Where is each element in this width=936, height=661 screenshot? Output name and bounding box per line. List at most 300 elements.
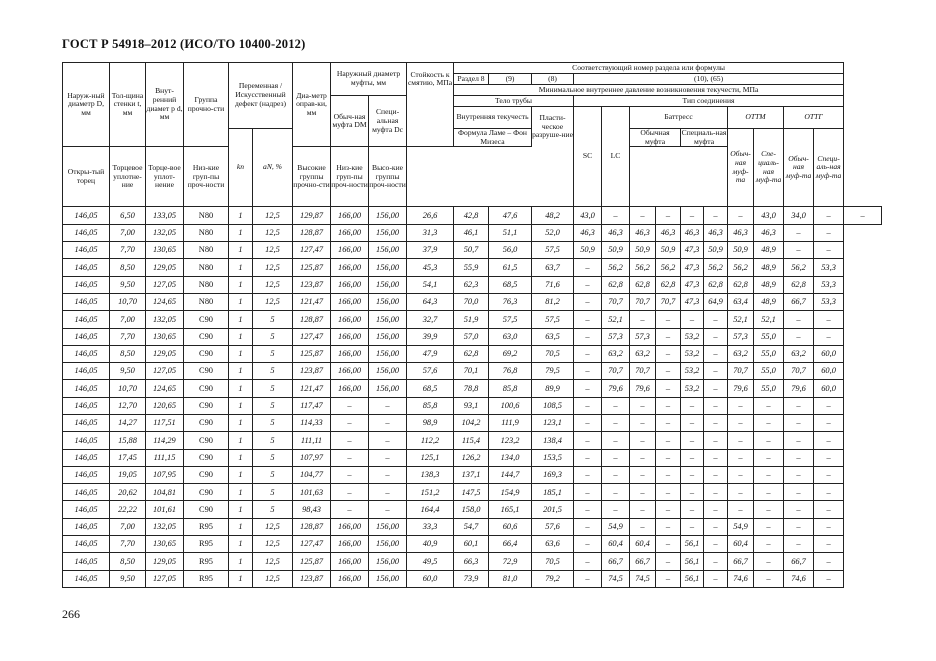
table-cell: 79,6 — [728, 380, 754, 397]
table-cell: 63,0 — [489, 328, 532, 345]
table-cell: – — [574, 397, 602, 414]
table-cell: – — [656, 466, 681, 483]
table-cell: 60,0 — [814, 363, 844, 380]
table-cell: 146,05 — [63, 276, 110, 293]
table-cell: – — [784, 536, 814, 553]
table-cell: 166,00 — [331, 259, 369, 276]
table-cell: 127,05 — [146, 363, 184, 380]
table-cell: 46,3 — [681, 224, 704, 241]
table-cell: 156,00 — [369, 224, 407, 241]
table-cell: – — [681, 501, 704, 518]
table-cell: 146,05 — [63, 449, 110, 466]
table-cell: – — [656, 432, 681, 449]
table-cell: 5 — [253, 311, 293, 328]
col-high-group2: Высо-кие группы проч-ности — [369, 147, 407, 207]
table-cell: 9,50 — [110, 363, 146, 380]
table-row — [63, 449, 882, 466]
table-cell: 1 — [229, 242, 253, 259]
table-cell: 74,5 — [602, 570, 630, 587]
table-cell: – — [574, 415, 602, 432]
table-cell: – — [630, 432, 656, 449]
table-cell: 5 — [253, 449, 293, 466]
col-lc: LC — [602, 107, 630, 207]
table-cell: 156,00 — [369, 345, 407, 362]
table-cell: 62,8 — [784, 276, 814, 293]
table-cell: 124,65 — [146, 293, 184, 310]
table-cell: 146,05 — [63, 432, 110, 449]
table-cell: 69,2 — [489, 345, 532, 362]
table-cell: – — [814, 224, 844, 241]
table-cell: 56,2 — [630, 259, 656, 276]
col-wall: Тол-щина стенки t, мм — [110, 63, 146, 147]
table-cell: 79,6 — [784, 380, 814, 397]
table-cell: – — [814, 432, 844, 449]
table-cell: 43,0 — [574, 207, 602, 224]
table-cell: 46,3 — [630, 224, 656, 241]
table-cell: 56,2 — [704, 259, 728, 276]
table-body — [63, 207, 882, 588]
table-cell: 166,00 — [331, 536, 369, 553]
table-cell: – — [369, 501, 407, 518]
table-cell: 98,43 — [293, 501, 331, 518]
table-cell: – — [754, 466, 784, 483]
table-cell: 134,0 — [489, 449, 532, 466]
table-cell: – — [704, 449, 728, 466]
table-cell: – — [630, 466, 656, 483]
table-cell: – — [754, 415, 784, 432]
table-cell: – — [574, 380, 602, 397]
table-cell: 64,3 — [407, 293, 454, 310]
table-cell: – — [704, 466, 728, 483]
table-cell: – — [814, 536, 844, 553]
table-cell: 56,2 — [784, 259, 814, 276]
table-cell: – — [754, 501, 784, 518]
table-cell: 1 — [229, 276, 253, 293]
table-cell: – — [681, 484, 704, 501]
table-cell: 1 — [229, 345, 253, 362]
table-cell: – — [754, 432, 784, 449]
table-cell: – — [574, 553, 602, 570]
table-cell: – — [754, 518, 784, 535]
table-cell: 74,6 — [728, 570, 754, 587]
table-row — [63, 501, 882, 518]
col-f8: (8) — [532, 74, 574, 85]
table-cell: 57,5 — [532, 311, 574, 328]
table-cell: R95 — [184, 553, 229, 570]
col-ottg-normal: Обыч-ная муф-та — [784, 129, 814, 207]
table-cell: 146,05 — [63, 484, 110, 501]
table-cell: 1 — [229, 397, 253, 414]
table-cell: 47,3 — [681, 276, 704, 293]
col-low-group: Низ-кие груп-пы проч-ности — [184, 147, 229, 207]
table-cell: 7,00 — [110, 224, 146, 241]
table-cell: 165,1 — [489, 501, 532, 518]
table-cell: – — [656, 518, 681, 535]
table-cell: 33,3 — [407, 518, 454, 535]
table-cell: 104,2 — [454, 415, 489, 432]
table-cell: 156,00 — [369, 293, 407, 310]
table-cell: – — [602, 415, 630, 432]
table-cell: 43,0 — [754, 207, 784, 224]
table-cell: C90 — [184, 345, 229, 362]
table-cell: 8,50 — [110, 259, 146, 276]
table-cell: – — [814, 518, 844, 535]
table-cell: – — [369, 449, 407, 466]
table-cell: 70,7 — [630, 293, 656, 310]
table-row — [63, 224, 882, 241]
table-cell: 62,8 — [454, 345, 489, 362]
table-cell: 54,9 — [728, 518, 754, 535]
table-cell: 166,00 — [331, 311, 369, 328]
table-cell: C90 — [184, 484, 229, 501]
table-cell: 48,9 — [754, 259, 784, 276]
table-cell: 156,00 — [369, 518, 407, 535]
col-buttress: Баттресс — [630, 107, 728, 129]
col-strength-group: Группа прочно-сти — [184, 63, 229, 147]
table-cell: – — [784, 518, 814, 535]
table-cell: 53,2 — [681, 345, 704, 362]
col-f10-65: (10), (65) — [574, 74, 844, 85]
col-collapse-cont — [407, 96, 454, 147]
table-cell: 5 — [253, 466, 293, 483]
col-plastic-rupture: Пласти-ческое разруше-ние — [532, 107, 574, 147]
table-cell: 74,5 — [630, 570, 656, 587]
table-cell: – — [681, 466, 704, 483]
table-cell: 47,6 — [489, 207, 532, 224]
table-cell: – — [574, 363, 602, 380]
table-cell: 31,3 — [407, 224, 454, 241]
table-cell: – — [814, 484, 844, 501]
table-cell: – — [814, 449, 844, 466]
table-cell: 1 — [229, 449, 253, 466]
table-cell: N80 — [184, 224, 229, 241]
table-cell: 146,05 — [63, 518, 110, 535]
table-cell: – — [784, 224, 814, 241]
table-cell: – — [754, 449, 784, 466]
table-cell: 53,3 — [814, 293, 844, 310]
table-cell: 62,3 — [454, 276, 489, 293]
table-cell: – — [574, 570, 602, 587]
table-cell: 56,1 — [681, 536, 704, 553]
table-cell: 46,3 — [602, 224, 630, 241]
table-cell: 57,0 — [454, 328, 489, 345]
table-cell: 60,4 — [630, 536, 656, 553]
table-cell: 17,45 — [110, 449, 146, 466]
table-cell: C90 — [184, 501, 229, 518]
table-cell: – — [704, 415, 728, 432]
table-cell: – — [728, 484, 754, 501]
table-cell: 20,62 — [110, 484, 146, 501]
data-table — [62, 62, 882, 588]
table-cell: 107,95 — [146, 466, 184, 483]
table-cell: – — [814, 207, 844, 224]
table-cell: – — [784, 432, 814, 449]
table-cell: C90 — [184, 328, 229, 345]
table-cell: 166,00 — [331, 224, 369, 241]
table-cell: 60,4 — [602, 536, 630, 553]
table-cell: – — [574, 536, 602, 553]
table-cell: 1 — [229, 432, 253, 449]
table-cell: 81,2 — [532, 293, 574, 310]
table-cell: 9,50 — [110, 570, 146, 587]
table-cell: 63,2 — [630, 345, 656, 362]
table-cell: 70,7 — [656, 293, 681, 310]
table-cell: 12,5 — [253, 570, 293, 587]
table-cell: – — [704, 207, 728, 224]
table-cell: 156,00 — [369, 570, 407, 587]
table-cell: 158,0 — [454, 501, 489, 518]
table-cell: 129,05 — [146, 553, 184, 570]
table-cell: 127,05 — [146, 570, 184, 587]
table-cell: 46,3 — [728, 224, 754, 241]
table-cell: 7,00 — [110, 311, 146, 328]
table-cell: 137,1 — [454, 466, 489, 483]
table-cell: 1 — [229, 501, 253, 518]
table-cell: 98,9 — [407, 415, 454, 432]
table-cell: 124,65 — [146, 380, 184, 397]
table-cell: 1 — [229, 311, 253, 328]
table-cell: 34,0 — [784, 207, 814, 224]
table-cell: 51,9 — [454, 311, 489, 328]
table-cell: C90 — [184, 449, 229, 466]
table-cell: C90 — [184, 363, 229, 380]
table-cell: – — [331, 415, 369, 432]
table-cell: 37,9 — [407, 242, 454, 259]
table-cell: 146,05 — [63, 380, 110, 397]
table-cell: 42,8 — [454, 207, 489, 224]
table-cell: 104,77 — [293, 466, 331, 483]
table-cell: 56,1 — [681, 553, 704, 570]
table-cell: 146,05 — [63, 207, 110, 224]
table-cell: 60,0 — [814, 345, 844, 362]
col-lame-mises: Формула Ламе – Фон Мизеса — [454, 129, 532, 147]
col-min-pressure: Минимальное внутреннее давление возникновения текучести, МПа — [454, 85, 844, 96]
table-cell: – — [814, 501, 844, 518]
table-cell: – — [574, 449, 602, 466]
col-pipe-body: Тело трубы — [454, 96, 574, 107]
table-cell: – — [630, 449, 656, 466]
table-cell: 15,88 — [110, 432, 146, 449]
table-cell: 57,6 — [532, 518, 574, 535]
table-cell: 146,05 — [63, 242, 110, 259]
table-cell: 156,00 — [369, 553, 407, 570]
table-cell: 156,00 — [369, 328, 407, 345]
table-cell: 111,9 — [489, 415, 532, 432]
col-internal-yield: Внутренняя текучесть — [454, 107, 532, 129]
table-cell: – — [814, 242, 844, 259]
table-cell: – — [814, 466, 844, 483]
table-cell: 169,3 — [532, 466, 574, 483]
table-cell: – — [630, 501, 656, 518]
table-cell: – — [656, 328, 681, 345]
page-number: 266 — [62, 607, 80, 621]
table-cell: 57,3 — [602, 328, 630, 345]
table-cell: N80 — [184, 259, 229, 276]
table-cell: 1 — [229, 466, 253, 483]
table-cell: 89,9 — [532, 380, 574, 397]
table-cell: 5 — [253, 501, 293, 518]
table-cell: – — [656, 380, 681, 397]
table-cell: 5 — [253, 345, 293, 362]
table-cell: – — [656, 553, 681, 570]
table-cell: 47,9 — [407, 345, 454, 362]
table-cell: 79,5 — [532, 363, 574, 380]
table-cell: C90 — [184, 466, 229, 483]
table-cell: 63,2 — [602, 345, 630, 362]
table-cell: – — [602, 466, 630, 483]
table-cell: 56,1 — [681, 570, 704, 587]
table-cell: – — [574, 484, 602, 501]
table-cell: – — [369, 397, 407, 414]
table-cell: – — [656, 501, 681, 518]
table-cell: 70,5 — [532, 345, 574, 362]
table-cell: 50,9 — [704, 242, 728, 259]
table-cell: 56,2 — [656, 259, 681, 276]
table-cell: C90 — [184, 415, 229, 432]
table-cell: 126,2 — [454, 449, 489, 466]
table-cell: 70,7 — [728, 363, 754, 380]
table-row — [63, 242, 882, 259]
table-cell: 130,65 — [146, 242, 184, 259]
table-cell: 66,4 — [489, 536, 532, 553]
table-cell: 166,00 — [331, 518, 369, 535]
table-cell: 138,3 — [407, 466, 454, 483]
table-cell: 121,47 — [293, 293, 331, 310]
table-cell: – — [784, 311, 814, 328]
table-cell: – — [656, 536, 681, 553]
table-cell: 114,29 — [146, 432, 184, 449]
table-cell: 146,05 — [63, 293, 110, 310]
col-normal-coupling: Обычная муфта — [630, 129, 681, 147]
table-cell: – — [574, 345, 602, 362]
table-cell: – — [704, 484, 728, 501]
table-cell: 130,65 — [146, 536, 184, 553]
table-cell: – — [814, 553, 844, 570]
table-cell: 51,1 — [489, 224, 532, 241]
table-cell: – — [602, 449, 630, 466]
table-cell: 62,8 — [728, 276, 754, 293]
table-cell: – — [844, 207, 882, 224]
table-cell: – — [681, 415, 704, 432]
table-cell: 12,5 — [253, 536, 293, 553]
table-cell: – — [681, 397, 704, 414]
table-cell: 12,5 — [253, 518, 293, 535]
table-cell: 57,3 — [630, 328, 656, 345]
table-cell: 5 — [253, 328, 293, 345]
table-cell: 79,6 — [630, 380, 656, 397]
table-cell: 123,87 — [293, 363, 331, 380]
table-cell: 63,2 — [784, 345, 814, 362]
table-cell: 70,7 — [602, 363, 630, 380]
table-cell: – — [784, 466, 814, 483]
table-cell: 146,05 — [63, 328, 110, 345]
table-cell: 50,7 — [454, 242, 489, 259]
table-cell: 146,05 — [63, 224, 110, 241]
table-cell: 70,0 — [454, 293, 489, 310]
table-cell: 66,7 — [602, 553, 630, 570]
table-cell: 47,3 — [681, 242, 704, 259]
table-cell: 156,00 — [369, 380, 407, 397]
table-cell: 166,00 — [331, 553, 369, 570]
table-cell: – — [814, 397, 844, 414]
table-cell: 55,0 — [754, 328, 784, 345]
table-cell: 1 — [229, 363, 253, 380]
table-cell: 68,5 — [489, 276, 532, 293]
table-cell: 63,2 — [728, 345, 754, 362]
table-cell: – — [704, 328, 728, 345]
table-cell: – — [784, 242, 814, 259]
table-cell: 57,6 — [407, 363, 454, 380]
col-sc: SC — [574, 107, 602, 207]
col-low-group2: Низ-кие груп-пы проч-ности — [331, 147, 369, 207]
table-cell: – — [656, 449, 681, 466]
table-cell: 62,8 — [704, 276, 728, 293]
table-cell: 5 — [253, 380, 293, 397]
table-cell: 66,3 — [454, 553, 489, 570]
table-cell: – — [814, 570, 844, 587]
table-cell: 1 — [229, 293, 253, 310]
table-cell: – — [369, 432, 407, 449]
table-cell: 1 — [229, 380, 253, 397]
col-outer-diameter: Наруж-ный диаметр D, мм — [63, 63, 110, 147]
col-ottm-special: Спе-циаль-ная муф-та — [754, 129, 784, 207]
table-cell: 70,1 — [454, 363, 489, 380]
table-cell: – — [602, 432, 630, 449]
col-razdel8: Раздел 8 — [454, 74, 489, 85]
table-cell: – — [656, 415, 681, 432]
table-row — [63, 363, 882, 380]
table-cell: 60,0 — [407, 570, 454, 587]
col-an: aN, % — [253, 129, 293, 207]
table-cell: – — [602, 397, 630, 414]
table-cell: 117,51 — [146, 415, 184, 432]
table-cell: 166,00 — [331, 380, 369, 397]
table-cell: 7,70 — [110, 328, 146, 345]
table-cell: 50,9 — [574, 242, 602, 259]
table-cell: – — [369, 415, 407, 432]
table-cell: – — [331, 432, 369, 449]
table-cell: 132,05 — [146, 224, 184, 241]
table-cell: 129,05 — [146, 345, 184, 362]
table-cell: – — [704, 570, 728, 587]
col-open-end: Откры-тый торец — [63, 147, 110, 207]
table-cell: 39,9 — [407, 328, 454, 345]
table-cell: – — [630, 415, 656, 432]
table-cell: – — [630, 311, 656, 328]
table-cell: 104,81 — [146, 484, 184, 501]
table-cell: 156,00 — [369, 536, 407, 553]
table-cell: 66,7 — [630, 553, 656, 570]
table-cell: 146,05 — [63, 501, 110, 518]
table-cell: C90 — [184, 432, 229, 449]
table-cell: – — [574, 276, 602, 293]
col-coupling-normal: Обыч-ная муфта DM — [331, 96, 369, 147]
table-row — [63, 380, 882, 397]
table-cell: R95 — [184, 518, 229, 535]
table-row — [63, 570, 882, 587]
table-cell: 60,1 — [454, 536, 489, 553]
table-cell: – — [784, 415, 814, 432]
table-cell: 111,11 — [293, 432, 331, 449]
table-cell: 146,05 — [63, 363, 110, 380]
table-cell: 121,47 — [293, 380, 331, 397]
table-cell: 128,87 — [293, 518, 331, 535]
table-row — [63, 293, 882, 310]
table-cell: 46,3 — [574, 224, 602, 241]
table-cell: 123,2 — [489, 432, 532, 449]
col-f9: (9) — [489, 74, 532, 85]
table-cell: – — [574, 293, 602, 310]
